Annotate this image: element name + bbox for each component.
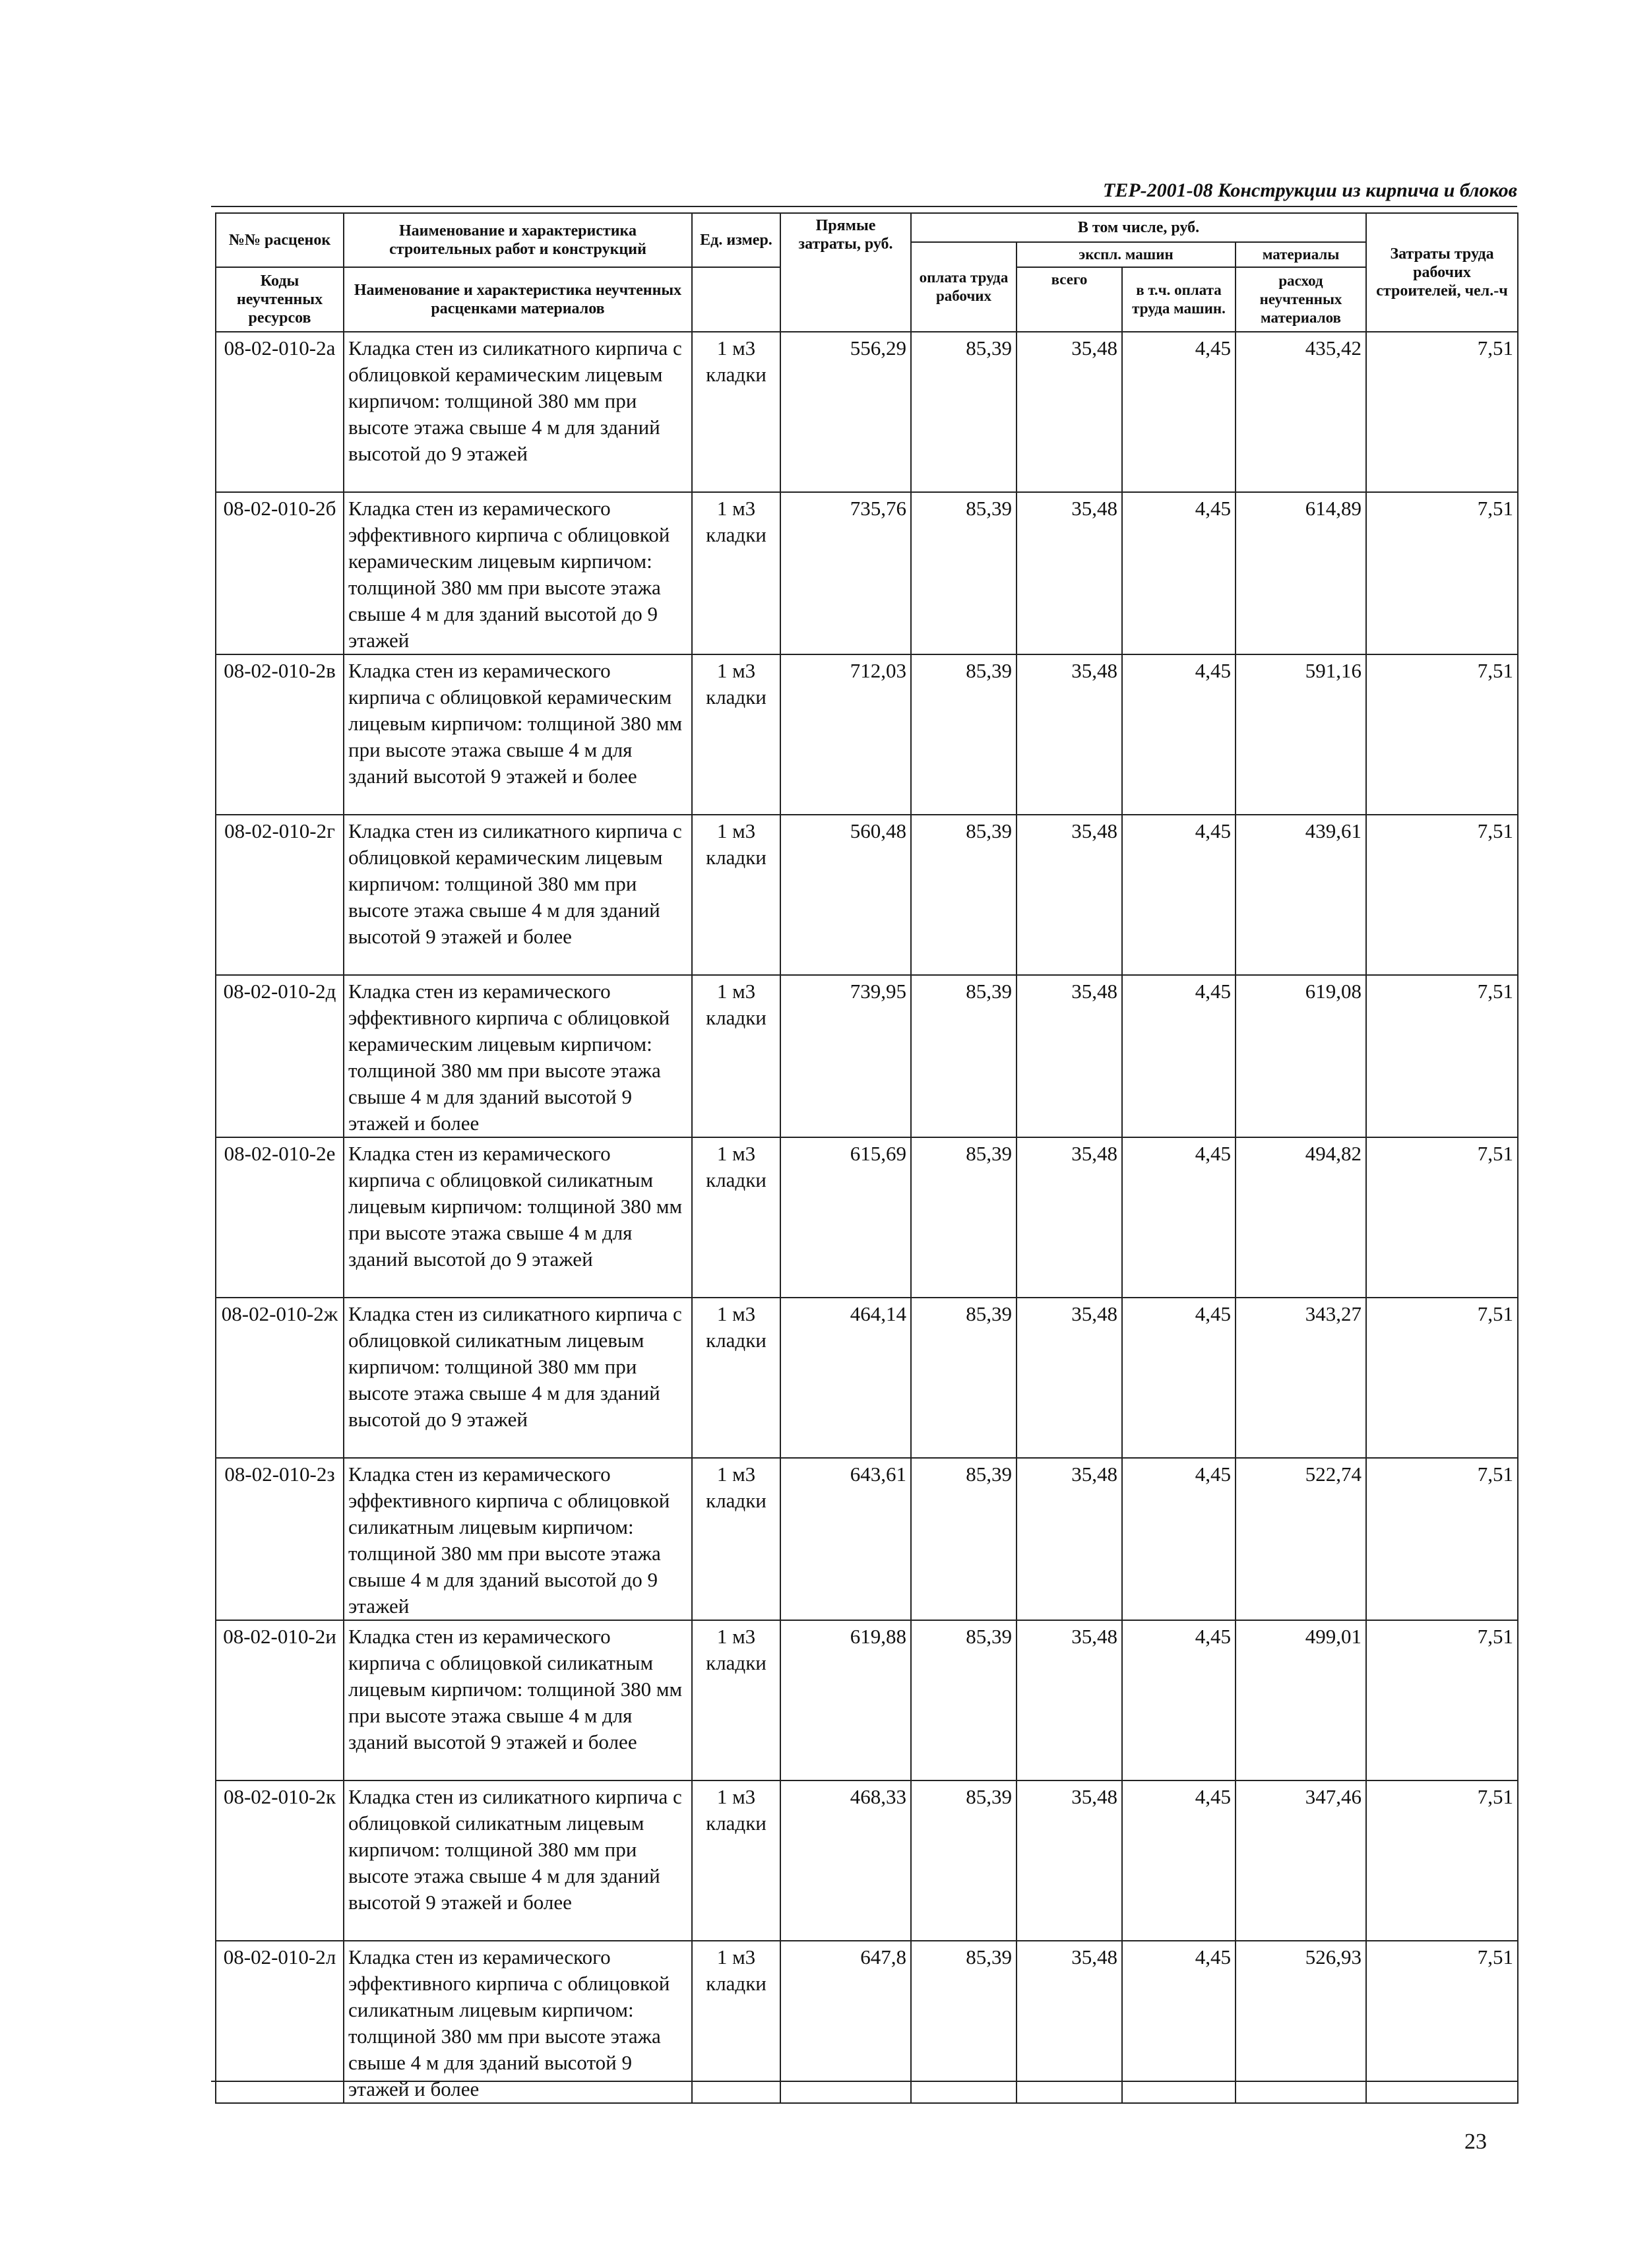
header-name-secondary: Наименование и характеристика неучтенных расценками материалов xyxy=(344,267,692,332)
table-row xyxy=(216,1941,1518,2103)
cell-work-name: Кладка стен из силикатного кирпича с облицовкой силикатным лицевым кирпичом: толщиной 380 мм при высоте этажа свыше 4 м для зданий высотой до 9 этажей xyxy=(344,1298,692,1458)
cell-direct-costs: 560,48 xyxy=(780,815,911,975)
cell-work-name: Кладка стен из керамического кирпича с облицовкой силикатным лицевым кирпичом: толщиной 380 мм при высоте этажа свыше 4 м для зданий высотой до 9 этажей xyxy=(344,1137,692,1298)
cell-rate-code: 08-02-010-2е xyxy=(216,1137,344,1298)
table-row xyxy=(216,332,1518,492)
cell-labor-hours: 7,51 xyxy=(1366,975,1518,1137)
cell-labor-hours: 7,51 xyxy=(1366,1780,1518,1941)
cell-unit-of-measure: 1 м3 кладки xyxy=(692,1941,780,2103)
cell-labor-hours: 7,51 xyxy=(1366,654,1518,815)
cell-labor-pay: 85,39 xyxy=(911,815,1017,975)
cell-work-name: Кладка стен из керамического эффективного кирпича с облицовкой керамическим лицевым кирпичом: толщиной 380 мм при высоте этажа свыше 4 м для зданий высотой 9 этажей и более xyxy=(344,975,692,1137)
cell-rate-code: 08-02-010-2к xyxy=(216,1780,344,1941)
cell-materials-cost: 522,74 xyxy=(1236,1458,1366,1620)
rates-table xyxy=(215,212,1518,2104)
cell-machines-labor-pay: 4,45 xyxy=(1122,332,1236,492)
cell-labor-pay: 85,39 xyxy=(911,654,1017,815)
header-unit: Ед. измер. xyxy=(692,213,780,267)
table-row xyxy=(216,1780,1518,1941)
cell-direct-costs: 464,14 xyxy=(780,1298,911,1458)
cell-labor-pay: 85,39 xyxy=(911,1137,1017,1298)
cell-rate-code: 08-02-010-2и xyxy=(216,1620,344,1780)
cell-machines-total: 35,48 xyxy=(1017,332,1122,492)
cell-labor-hours: 7,51 xyxy=(1366,1941,1518,2103)
cell-work-name: Кладка стен из силикатного кирпича с облицовкой силикатным лицевым кирпичом: толщиной 380 мм при высоте этажа свыше 4 м для зданий высотой 9 этажей и более xyxy=(344,1780,692,1941)
cell-direct-costs: 643,61 xyxy=(780,1458,911,1620)
cell-unit-of-measure: 1 м3 кладки xyxy=(692,1780,780,1941)
header-code-secondary: Коды неучтенных ресурсов xyxy=(216,267,344,332)
cell-labor-hours: 7,51 xyxy=(1366,1620,1518,1780)
cell-machines-total: 35,48 xyxy=(1017,492,1122,654)
cell-machines-total: 35,48 xyxy=(1017,1298,1122,1458)
cell-materials-cost: 591,16 xyxy=(1236,654,1366,815)
cell-machines-labor-pay: 4,45 xyxy=(1122,1941,1236,2103)
cell-machines-total: 35,48 xyxy=(1017,1941,1122,2103)
cell-machines-labor-pay: 4,45 xyxy=(1122,1620,1236,1780)
cell-labor-pay: 85,39 xyxy=(911,1620,1017,1780)
footer-divider xyxy=(211,2081,1517,2082)
cell-labor-pay: 85,39 xyxy=(911,975,1017,1137)
table-row xyxy=(216,975,1518,1137)
cell-rate-code: 08-02-010-2а xyxy=(216,332,344,492)
table-body xyxy=(216,332,1518,2103)
cell-work-name: Кладка стен из силикатного кирпича с облицовкой керамическим лицевым кирпичом: толщиной 380 мм при высоте этажа свыше 4 м для зданий высотой до 9 этажей xyxy=(344,332,692,492)
cell-direct-costs: 556,29 xyxy=(780,332,911,492)
cell-work-name: Кладка стен из силикатного кирпича с облицовкой керамическим лицевым кирпичом: толщиной 380 мм при высоте этажа свыше 4 м для зданий высотой 9 этажей и более xyxy=(344,815,692,975)
cell-labor-hours: 7,51 xyxy=(1366,1298,1518,1458)
cell-machines-labor-pay: 4,45 xyxy=(1122,492,1236,654)
table-row xyxy=(216,1620,1518,1780)
table-header xyxy=(216,213,1518,332)
cell-direct-costs: 615,69 xyxy=(780,1137,911,1298)
cell-machines-total: 35,48 xyxy=(1017,975,1122,1137)
cell-machines-labor-pay: 4,45 xyxy=(1122,1780,1236,1941)
cell-labor-hours: 7,51 xyxy=(1366,492,1518,654)
cell-work-name: Кладка стен из керамического кирпича с облицовкой керамическим лицевым кирпичом: толщиной 380 мм при высоте этажа свыше 4 м для зданий высотой 9 этажей и более xyxy=(344,654,692,815)
header-materials-cost: расход неучтенных материалов xyxy=(1236,267,1366,332)
table-row xyxy=(216,815,1518,975)
header-machines-total: всего xyxy=(1017,267,1122,332)
cell-machines-total: 35,48 xyxy=(1017,654,1122,815)
cell-machines-labor-pay: 4,45 xyxy=(1122,654,1236,815)
cell-work-name: Кладка стен из керамического кирпича с облицовкой силикатным лицевым кирпичом: толщиной 380 мм при высоте этажа свыше 4 м для зданий высотой 9 этажей и более xyxy=(344,1620,692,1780)
cell-materials-cost: 343,27 xyxy=(1236,1298,1366,1458)
cell-work-name: Кладка стен из керамического эффективного кирпича с облицовкой керамическим лицевым кирпичом: толщиной 380 мм при высоте этажа свыше 4 м для зданий высотой до 9 этажей xyxy=(344,492,692,654)
cell-machines-labor-pay: 4,45 xyxy=(1122,1137,1236,1298)
header-labor-costs: Затраты труда рабочих строителей, чел.-ч xyxy=(1366,213,1518,332)
cell-rate-code: 08-02-010-2ж xyxy=(216,1298,344,1458)
header-materials-group: материалы xyxy=(1236,242,1366,267)
table-row xyxy=(216,654,1518,815)
cell-machines-labor-pay: 4,45 xyxy=(1122,815,1236,975)
header-machines-labor: в т.ч. оплата труда машин. xyxy=(1122,267,1236,332)
cell-materials-cost: 619,08 xyxy=(1236,975,1366,1137)
cell-unit-of-measure: 1 м3 кладки xyxy=(692,815,780,975)
page-number: 23 xyxy=(1464,2129,1487,2154)
header-including: В том числе, руб. xyxy=(911,213,1366,242)
header-code-primary: №№ расценок xyxy=(216,213,344,267)
cell-machines-labor-pay: 4,45 xyxy=(1122,1458,1236,1620)
cell-rate-code: 08-02-010-2б xyxy=(216,492,344,654)
cell-labor-pay: 85,39 xyxy=(911,1941,1017,2103)
cell-materials-cost: 435,42 xyxy=(1236,332,1366,492)
header-machines-group: экспл. машин xyxy=(1017,242,1236,267)
cell-labor-pay: 85,39 xyxy=(911,1298,1017,1458)
cell-labor-hours: 7,51 xyxy=(1366,1137,1518,1298)
cell-rate-code: 08-02-010-2з xyxy=(216,1458,344,1620)
table-row xyxy=(216,492,1518,654)
cell-unit-of-measure: 1 м3 кладки xyxy=(692,1458,780,1620)
cell-unit-of-measure: 1 м3 кладки xyxy=(692,332,780,492)
cell-materials-cost: 499,01 xyxy=(1236,1620,1366,1780)
cell-rate-code: 08-02-010-2г xyxy=(216,815,344,975)
cell-labor-pay: 85,39 xyxy=(911,1458,1017,1620)
cell-labor-pay: 85,39 xyxy=(911,492,1017,654)
cell-materials-cost: 614,89 xyxy=(1236,492,1366,654)
header-direct-costs: Прямые затраты, руб. xyxy=(780,213,911,332)
cell-labor-hours: 7,51 xyxy=(1366,1458,1518,1620)
cell-unit-of-measure: 1 м3 кладки xyxy=(692,492,780,654)
cell-unit-of-measure: 1 м3 кладки xyxy=(692,1298,780,1458)
cell-rate-code: 08-02-010-2в xyxy=(216,654,344,815)
cell-direct-costs: 647,8 xyxy=(780,1941,911,2103)
cell-materials-cost: 526,93 xyxy=(1236,1941,1366,2103)
header-labor-pay: оплата труда рабочих xyxy=(911,242,1017,332)
cell-machines-total: 35,48 xyxy=(1017,815,1122,975)
cell-work-name: Кладка стен из керамического эффективного кирпича с облицовкой силикатным лицевым кирпичом: толщиной 380 мм при высоте этажа свыше 4 м для зданий высотой до 9 этажей xyxy=(344,1458,692,1620)
table-row xyxy=(216,1137,1518,1298)
cell-direct-costs: 712,03 xyxy=(780,654,911,815)
cell-machines-total: 35,48 xyxy=(1017,1458,1122,1620)
table-row xyxy=(216,1298,1518,1458)
cell-machines-total: 35,48 xyxy=(1017,1137,1122,1298)
cell-labor-pay: 85,39 xyxy=(911,1780,1017,1941)
cell-materials-cost: 494,82 xyxy=(1236,1137,1366,1298)
cell-unit-of-measure: 1 м3 кладки xyxy=(692,975,780,1137)
cell-materials-cost: 347,46 xyxy=(1236,1780,1366,1941)
cell-rate-code: 08-02-010-2д xyxy=(216,975,344,1137)
cell-machines-total: 35,48 xyxy=(1017,1780,1122,1941)
cell-labor-hours: 7,51 xyxy=(1366,332,1518,492)
cell-labor-hours: 7,51 xyxy=(1366,815,1518,975)
cell-unit-of-measure: 1 м3 кладки xyxy=(692,654,780,815)
header-name-primary: Наименование и характеристика строительных работ и конструкций xyxy=(344,213,692,267)
cell-direct-costs: 619,88 xyxy=(780,1620,911,1780)
cell-direct-costs: 735,76 xyxy=(780,492,911,654)
cell-rate-code: 08-02-010-2л xyxy=(216,1941,344,2103)
cell-unit-of-measure: 1 м3 кладки xyxy=(692,1137,780,1298)
cell-machines-total: 35,48 xyxy=(1017,1620,1122,1780)
table-row xyxy=(216,1458,1518,1620)
cell-direct-costs: 739,95 xyxy=(780,975,911,1137)
cell-materials-cost: 439,61 xyxy=(1236,815,1366,975)
page-header: ТЕР-2001-08 Конструкции из кирпича и блоков xyxy=(1103,179,1517,201)
cell-machines-labor-pay: 4,45 xyxy=(1122,1298,1236,1458)
cell-unit-of-measure: 1 м3 кладки xyxy=(692,1620,780,1780)
cell-work-name: Кладка стен из керамического эффективного кирпича с облицовкой силикатным лицевым кирпичом: толщиной 380 мм при высоте этажа свыше 4 м для зданий высотой 9 этажей и более xyxy=(344,1941,692,2103)
header-divider xyxy=(211,206,1517,207)
cell-direct-costs: 468,33 xyxy=(780,1780,911,1941)
cell-labor-pay: 85,39 xyxy=(911,332,1017,492)
cell-machines-labor-pay: 4,45 xyxy=(1122,975,1236,1137)
